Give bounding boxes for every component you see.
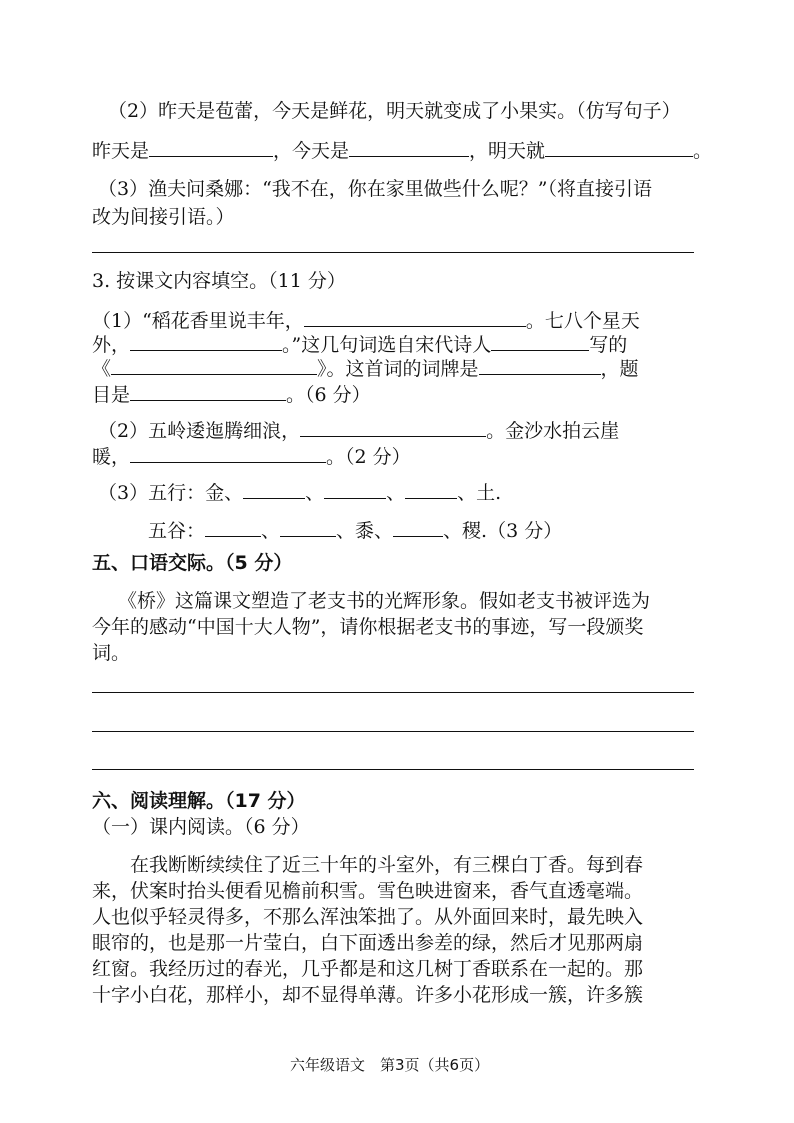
q2-2-blank-2[interactable] — [349, 136, 469, 157]
q3-1-blank-poet[interactable] — [491, 330, 589, 351]
q3-1-text-g: 》。这首词的词牌是 — [317, 358, 479, 380]
passage-line-5: 红窗。我经历过的春光，几乎都是和这几树丁香联系在一起的。那 — [92, 958, 644, 980]
q3-1-text-b: 。七八个星天 — [525, 310, 640, 332]
q3-2-text-d: 。（2 分） — [326, 446, 411, 468]
q3-1-text-h: ，题 — [600, 358, 639, 380]
q3-3-sep-3: 、 — [261, 520, 281, 542]
q3-2-text-c: 暖， — [92, 446, 131, 468]
q3-1-blank-cipai[interactable] — [479, 354, 601, 375]
q3-2-line-2 — [92, 442, 411, 470]
passage-line-1: 在我断断续续住了近三十年的斗室外，有三棵白丁香。每到春 — [130, 854, 644, 876]
q2-2-blank-1[interactable] — [149, 136, 273, 157]
q3-3-blank-1[interactable] — [243, 478, 305, 499]
section-6-title: 六、阅读理解。（17 分） — [92, 790, 306, 812]
q2-2-blank-3[interactable] — [545, 136, 693, 157]
q2-3-answer-rule[interactable] — [92, 252, 694, 253]
q3-1-text-d: 。”这几句词选自宋代诗人 — [282, 334, 492, 356]
section-5-answer-rule-3[interactable] — [92, 769, 694, 770]
q3-2-text-b: 。金沙水拍云崖 — [486, 420, 620, 442]
q2-2-text-2: ，今天是 — [273, 140, 350, 162]
q3-1-text-i: 目是 — [92, 384, 131, 406]
section-5-answer-rule-1[interactable] — [92, 692, 694, 693]
section-5-title: 五、口语交际。（5 分） — [92, 552, 293, 574]
q2-2-prompt: （2）昨天是苞蕾，今天是鲜花，明天就变成了小果实。（仿写句子） — [108, 100, 681, 122]
q2-2-answer-line — [92, 136, 712, 164]
q3-3-blank-4[interactable] — [205, 516, 261, 537]
q3-2-line-1 — [98, 416, 619, 444]
q3-3-text-a: （3）五行：金、 — [98, 482, 244, 504]
q3-1-line-4 — [92, 380, 371, 408]
section-5-line-3: 词。 — [92, 642, 131, 664]
section-5-answer-rule-2[interactable] — [92, 731, 694, 732]
q2-3-line-1: （3）渔夫问桑娜：“我不在，你在家里做些什么呢？”（将直接引语 — [98, 178, 653, 200]
q3-2-text-a: （2）五岭逶迤腾细浪， — [98, 420, 301, 442]
q3-1-blank-2[interactable] — [130, 330, 282, 351]
q3-3-line-1 — [98, 478, 501, 506]
q3-3-text-c: 五谷： — [148, 520, 206, 542]
passage-line-4: 眼帘的，也是那一片莹白，白下面透出参差的绿，然后才见那两扇 — [92, 932, 644, 954]
q3-3-blank-2[interactable] — [324, 478, 386, 499]
q3-2-blank-1[interactable] — [300, 416, 486, 437]
q3-1-blank-topic[interactable] — [130, 380, 286, 401]
q3-2-blank-2[interactable] — [130, 442, 326, 463]
q3-1-text-c: 外， — [92, 334, 131, 356]
q3-3-sep-2: 、 — [386, 482, 406, 504]
q3-3-blank-5[interactable] — [280, 516, 336, 537]
q3-3-blank-6[interactable] — [393, 516, 443, 537]
q3-3-text-d: 、黍、 — [336, 520, 394, 542]
q3-3-text-e: 、稷.（3 分） — [443, 520, 563, 542]
q3-1-text-a: （1）“稻花香里说丰年， — [92, 310, 304, 332]
q2-3-line-2: 改为间接引语。） — [92, 206, 235, 228]
section-6-subtitle: （一）课内阅读。（6 分） — [92, 816, 310, 838]
q3-1-blank-1[interactable] — [304, 306, 526, 327]
q3-1-text-f: 《 — [92, 358, 112, 380]
section-5-line-1: 《桥》这篇课文塑造了老支书的光辉形象。假如老支书被评选为 — [118, 590, 651, 612]
q2-2-text-1: 昨天是 — [92, 140, 150, 162]
section-5-line-2: 今年的感动“中国十大人物”，请你根据老支书的事迹，写一段颁奖 — [92, 616, 644, 638]
q3-title: 3. 按课文内容填空。（11 分） — [92, 270, 346, 292]
q3-1-text-e: 写的 — [589, 334, 628, 356]
passage-line-2: 来，伏案时抬头便看见檐前积雪。雪色映进窗来，香气直透毫端。 — [92, 880, 644, 902]
q3-1-line-3 — [92, 354, 639, 382]
q3-3-line-2 — [148, 516, 562, 544]
passage-line-6: 十字小白花，那样小，却不显得单薄。许多小花形成一簇，许多簇 — [92, 984, 644, 1006]
q2-2-text-3: ，明天就 — [469, 140, 546, 162]
passage-line-3: 人也似乎轻灵得多，不那么浑浊笨拙了。从外面回来时，最先映入 — [92, 906, 644, 928]
q2-2-text-4: 。 — [693, 140, 713, 162]
q3-1-blank-title[interactable] — [111, 354, 317, 375]
q3-3-sep-1: 、 — [305, 482, 325, 504]
q3-1-text-j: 。（6 分） — [286, 384, 371, 406]
q3-3-blank-3[interactable] — [405, 478, 457, 499]
page-footer: 六年级语文 第3页（共6页） — [290, 1056, 490, 1074]
q3-3-text-b: 、土. — [457, 482, 502, 504]
